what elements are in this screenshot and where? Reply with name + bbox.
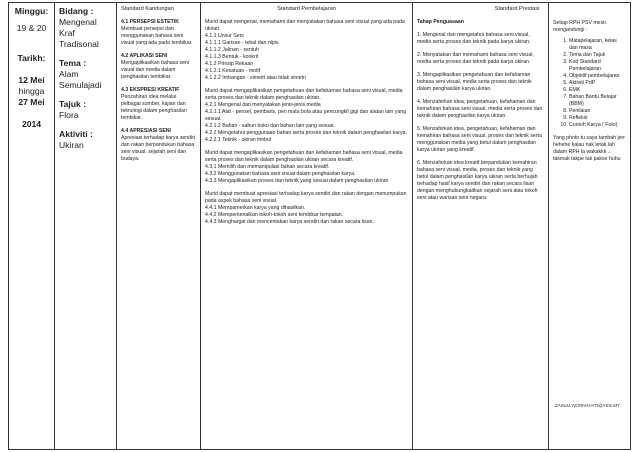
notes-list-item: 2. Tema dan Tajuk bbox=[569, 52, 626, 59]
standard-kandungan-header: Standard Kandungan bbox=[121, 6, 174, 12]
prestasi-item: 3. Mengaplikasikan pengetahuan dan kefahaman bahasa seni visual, media serta proses dan teknik dalam penghasilan karya ukiran. bbox=[417, 72, 532, 92]
sp-3-line: 4.3.1 Memilih dan memanipulasi bahan secara kreatif. bbox=[205, 164, 330, 170]
sp-4-line: 4.4.3 Menghargai dan menceritakan karya sendiri dan rakan secara lisan. bbox=[205, 219, 374, 225]
sp-2-line: 4.2.1.2 Bahan - sabun buku dan bahan lain yang sesuai. bbox=[205, 123, 335, 129]
notes-list-item: 7. Bahan Bantu Belajar (BBM) bbox=[569, 94, 626, 108]
standard-prestasi-header: Standard Prestasi bbox=[494, 6, 540, 12]
prestasi-item: 4. Menzahirkan idea, pengetahuan, kefahaman dan kemahiran bahasa seni visual, media serta proses dan teknik dalam penghasilan karya ukiran. bbox=[417, 99, 543, 119]
bidang-value: Mengenal Kraf Tradisonal bbox=[59, 17, 99, 49]
sp-2-line: 4.2.1 Mengenal dan menyatakan jenis-jenis media bbox=[205, 102, 321, 108]
bidang-label: Bidang : bbox=[59, 6, 94, 16]
standard-pembelajaran-header: Standard Pembelajaran bbox=[277, 6, 336, 12]
notes-list-item: 8. Penilaian bbox=[569, 108, 626, 115]
aktiviti-label: Aktiviti : bbox=[59, 129, 93, 139]
notes-list-item: 5. Aktiviti PdP bbox=[569, 80, 626, 87]
notes-list-item: 9. Refleksi bbox=[569, 115, 626, 122]
sp-3-line: 4.3.2 Menggunakan bahasa seni visual dalam penghasilan karya. bbox=[205, 171, 356, 177]
notes-list-item: 1. Matapelajaran, kelas dan masa bbox=[569, 38, 626, 52]
sp-3-intro: Murid dapat mengaplikasikan pengetahuan dan kefahaman bahasa seni visual, media serta proses dan teknik dalam penghasilan ukiran secara kreatif. bbox=[205, 150, 403, 163]
tarikh-value-end: 27 Mei bbox=[18, 97, 45, 107]
notes-list-item: 6. EMK bbox=[569, 87, 626, 94]
standard-prestasi-cell bbox=[413, 3, 549, 450]
prestasi-item: 6. Menzahirkan idea kreatif berpandukan kemahiran bahasa seni visual, media, proses dan teknik yang betul dalam penghasilan karya ukiran serta berhujah terhadap hasil karya sendiri dan rakan secara lisan dengan menghubungkaitkan sejarah seni atau tokoh seni atau warisan seni negara. bbox=[417, 160, 538, 201]
tajuk-label: Tajuk : bbox=[59, 99, 87, 109]
notes-list-item: 10. Contoh Karya ( Foto) bbox=[569, 122, 626, 129]
notes-cell bbox=[549, 3, 631, 450]
aktiviti-value: Ukiran bbox=[59, 140, 84, 150]
sp-1-line: 4.1.1.1 Garisan - tebal dan nipis bbox=[205, 40, 279, 46]
notes-list-item: 3. Kod Standard Pembelajaran bbox=[569, 59, 626, 73]
prestasi-item: 5. Menzahirkan idea, pengetahuan, kefahaman dan kemahiran bahasa seni visual, proses dan teknik serta menggunakan media yang betul dalam penghasilan karya ukiran yang kreatif. bbox=[417, 126, 542, 153]
sp-1-line: 4.1.1.3 Bentuk - konkrit bbox=[205, 54, 259, 60]
sp-1-line: 4.1.2.2 Imbangan - simetri atau tidak simetri bbox=[205, 75, 306, 81]
year-value: 2014 bbox=[21, 119, 42, 129]
sp-1-intro: Murid dapat mengenal, memahami dan menyatakan bahasa seni visual yang ada pada ukiran. bbox=[205, 19, 405, 32]
notes-intro: Setiap RPH PSV mesti mengandungi : bbox=[553, 20, 606, 33]
sp-1-line: 4.1.1.2 Jalinan - sentuh bbox=[205, 47, 259, 53]
lesson-plan-table bbox=[8, 2, 631, 450]
tarikh-label: Tarikh: bbox=[17, 53, 46, 63]
sk-2-title: 4.2 APLIKASI SENI bbox=[121, 53, 168, 59]
notes-list-item: 4. Objektif pembelajaran bbox=[569, 73, 626, 80]
sp-1-line: 4.1.2 Prinsip Rekaan bbox=[205, 61, 254, 67]
subject-cell bbox=[55, 3, 117, 450]
tajuk-value: Flora bbox=[59, 110, 79, 120]
sp-2-line: 4.2.2 Mengetahui penggunaan bahan serta proses dan teknik dalam penghasilan karya. bbox=[205, 130, 407, 136]
notes-list bbox=[553, 38, 626, 129]
tarikh-value-hingga: hingga bbox=[18, 86, 45, 96]
minggu-label: Minggu: bbox=[14, 6, 49, 16]
sp-4-line: 4.4.2 Memperkenalkan tokoh-tokoh seni tembikar tempatan. bbox=[205, 212, 344, 218]
sk-3-title: 4.3 EKSPRESI KREATIF bbox=[121, 87, 180, 93]
sp-4-intro: Murid dapat membuat apresiasi terhadap karya sendiri dan rakan dengan menumpukan pada aspek bahasa seni visual. bbox=[205, 191, 407, 204]
sk-2-body: Mengaplikasikan bahasa seni visual dan media dalam penghasilan tembikar. bbox=[121, 60, 190, 80]
tahap-penguasaan: Tahap Penguasaan bbox=[417, 19, 464, 25]
sp-2-intro: Murid dapat mengaplikasikan pengetahuan dan kefahaman bahasa seni visual, media serta proses dan teknik dalam penghasilan ukiran. bbox=[205, 88, 403, 101]
minggu-value: 19 & 20 bbox=[16, 23, 47, 33]
standard-kandungan-cell bbox=[117, 3, 201, 450]
sp-3-line: 4.3.3 Mengaplikasikan proses dan teknik yang sesuai dalam penghasilan ukiran bbox=[205, 178, 389, 184]
tema-label: Tema : bbox=[59, 58, 87, 68]
prestasi-item: 2. Menyatakan dan memahami bahasa seni visual, media serta proses dan teknik pada karya ukiran. bbox=[417, 52, 534, 65]
sk-1-title: 4.1 PERSEPSI ESTETIK bbox=[121, 19, 179, 25]
sk-1-body: Membuat persepsi dan menggunakan bahasa seni visual yang ada pada tembikar. bbox=[121, 26, 193, 46]
sp-2-line: 4.2.1.1 Alat - pensel, pembaris, pen mata bola atau pencungkil gigi dan alatan lain yang sesuai. bbox=[205, 109, 407, 122]
sp-1-line: 4.1.2.1 Kesatuan - motif bbox=[205, 68, 261, 74]
sk-4-body: Apresiasi terhadap karya sendiri dan rakan berpandukan bahasa seni visual, sejarah seni dan budaya. bbox=[121, 135, 196, 162]
week-date-cell bbox=[9, 3, 55, 450]
sp-1-line: 4.1.1 Unsur Seni bbox=[205, 33, 244, 39]
standard-pembelajaran-cell bbox=[201, 3, 413, 450]
notes-footer: Yang photo tu saya tambah jerr hehehe kalau nak letak lah dalam RPH la wakakkk .. takmak takpe tak pakse huhu bbox=[553, 135, 625, 162]
signature: ZAINAL NORHAYATI@YES.MY bbox=[554, 403, 620, 408]
tema-value: Alam Semulajadi bbox=[59, 69, 102, 90]
sp-2-line: 4.2.2.1 Teknik - ukiran timbul bbox=[205, 137, 271, 143]
prestasi-item: 1. Mengenal dan mengetahui bahasa seni visual, media serta proses dan teknik pada karya ukiran. bbox=[417, 32, 531, 45]
sp-4-line: 4.4.1 Mempamerkan karya yang dihasilkan. bbox=[205, 205, 306, 211]
sk-4-title: 4.4 APRESIASI SENI bbox=[121, 128, 171, 134]
lesson-plan-sheet bbox=[8, 2, 630, 450]
tarikh-value-start: 12 Mei bbox=[18, 75, 45, 85]
sk-3-body: Penzahiran idea melalui pelbagai sumber, kajian dan teknologi dalam penghasilan tembikar. bbox=[121, 94, 187, 121]
